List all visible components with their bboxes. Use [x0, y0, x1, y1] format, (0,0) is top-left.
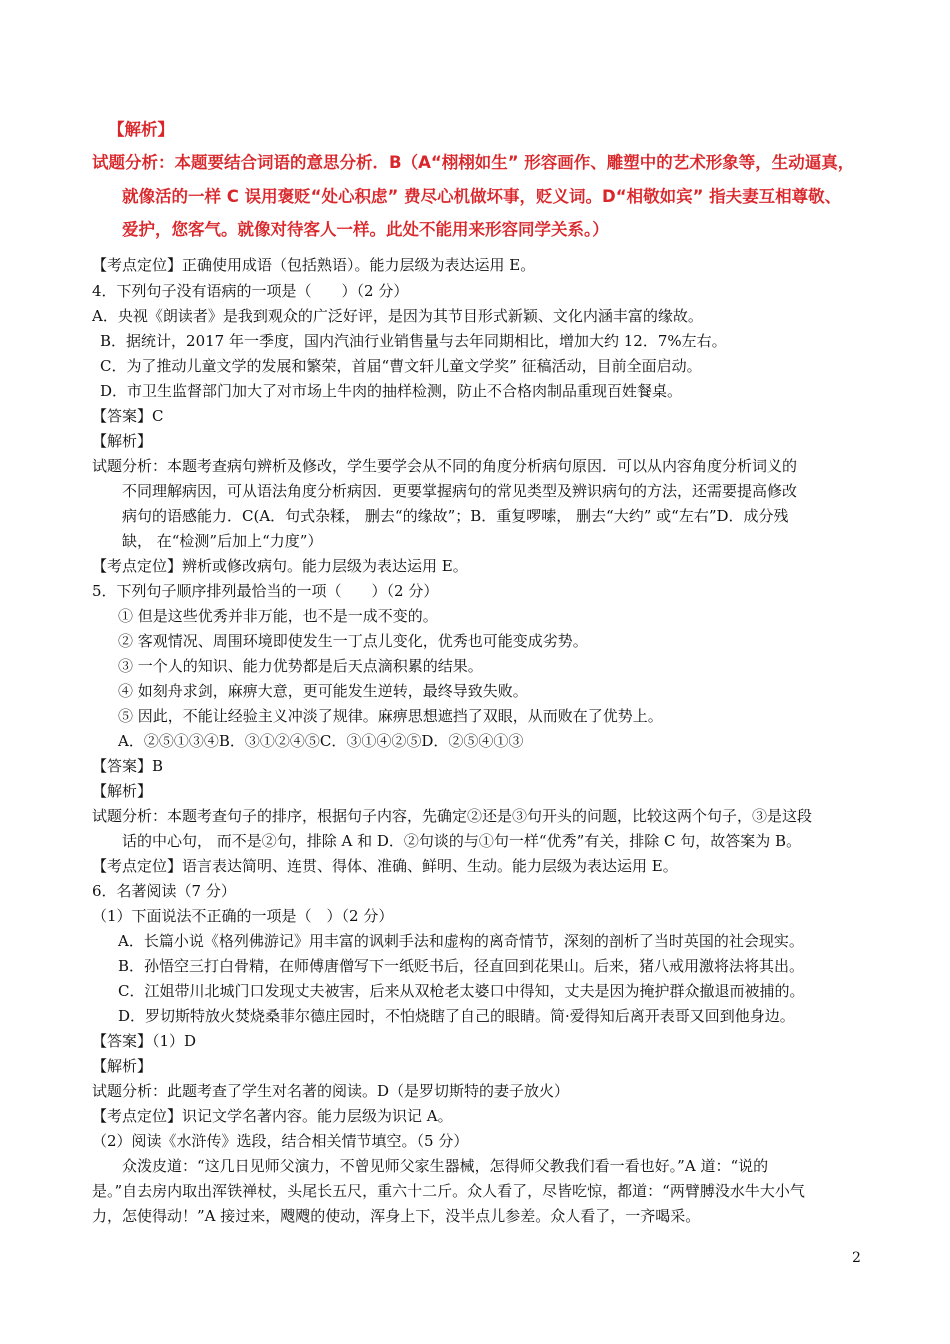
text-line: C．江姐带川北城门口发现丈夫被害，后来从双枪老太婆口中得知，丈夫是因为掩护群众撤退而被捕的。 [118, 982, 805, 1000]
analysis-highlight-line: 【解析】 [108, 120, 174, 139]
text-line: D．罗切斯特放火焚烧桑菲尔德庄园时，不怕烧瞎了自己的眼睛。简·爱得知后离开表哥又回到他身边。 [118, 1007, 795, 1025]
text-line: 【考点定位】正确使用成语（包括熟语）。能力层级为表达运用 E。 [92, 256, 536, 274]
analysis-highlight-line: 就像活的一样 C 误用褒贬“处心积虑” 费尽心机做坏事，贬义词。D“相敬如宾” 指夫妻互相尊敬、 [122, 187, 842, 206]
text-line: D．市卫生监督部门加大了对市场上牛肉的抽样检测，防止不合格肉制品重现百姓餐桌。 [100, 382, 683, 400]
analysis-highlight-line: 爱护，您客气。就像对待客人一样。此处不能用来形容同学关系。） [122, 220, 609, 239]
text-line: 【答案】B [92, 757, 164, 775]
text-line: 【解析】 [92, 432, 153, 450]
text-line: ④ 如刻舟求剑，麻痹大意，更可能发生逆转，最终导致失败。 [118, 682, 528, 700]
text-line: （2）阅读《水浒传》选段，结合相关情节填空。（5 分） [92, 1132, 469, 1150]
text-line: 缺， 在“检测”后加上“力度”） [122, 532, 323, 550]
text-line: 病句的语感能力．C(A．句式杂糅， 删去“的缘故”；B．重复啰嗦， 删去“大约” 或“左右”D．成分残 [122, 507, 789, 525]
text-line: ① 但是这些优秀并非万能，也不是一成不变的。 [118, 607, 438, 625]
text-line: ③ 一个人的知识、能力优势都是后天点滴积累的结果。 [118, 657, 483, 675]
text-line: （1）下面说法不正确的一项是（ ）（2 分） [92, 907, 394, 925]
text-line: 众泼皮道：“这几日见师父演力，不曾见师父家生器械，怎得师父教我们看一看也好。”A 道：“说的 [122, 1157, 769, 1175]
text-line: 4．下列句子没有语病的一项是（ ）（2 分） [92, 282, 409, 300]
text-line: 不同理解病因，可从语法角度分析病因．更要掌握病句的常见类型及辨识病句的方法，还需要提高修改 [122, 482, 798, 500]
text-line: B．孙悟空三打白骨精，在师傅唐僧写下一纸贬书后，径直回到花果山。后来，猪八戒用激将法将其出。 [118, 957, 805, 975]
text-line: A．央视《朗读者》是我到观众的广泛好评，是因为其节目形式新颖、文化内涵丰富的缘故。 [92, 307, 703, 325]
text-line: 试题分析：本题考查病句辨析及修改，学生要学会从不同的角度分析病句原因．可以从内容角度分析词义的 [92, 457, 798, 475]
text-line: 【考点定位】识记文学名著内容。能力层级为识记 A。 [92, 1107, 453, 1125]
text-line: C．为了推动儿童文学的发展和繁荣，首届“曹文轩儿童文学奖” 征稿活动，目前全面启动。 [100, 357, 702, 375]
text-line: 【答案】（1）D [92, 1032, 197, 1050]
text-line: 【解析】 [92, 782, 153, 800]
text-line: 【解析】 [92, 1057, 153, 1075]
text-line: 试题分析：本题考查句子的排序，根据句子内容，先确定②还是③句开头的问题，比较这两个句子，③是这段 [92, 807, 813, 825]
page-number: 2 [852, 1250, 861, 1266]
text-line: 5．下列句子顺序排列最恰当的一项（ ）（2 分） [92, 582, 439, 600]
text-line: 是。”自去房内取出浑铁禅杖，头尾长五尺，重六十二斤。众人看了，尽皆吃惊，都道：“两臂膊没水牛大小气 [92, 1182, 805, 1200]
text-line: ⑤ 因此，不能让经验主义冲淡了规律。麻痹思想遮挡了双眼，从而败在了优势上。 [118, 707, 663, 725]
text-line: 【考点定位】辨析或修改病句。能力层级为表达运用 E。 [92, 557, 468, 575]
text-line: A．长篇小说《格列佛游记》用丰富的讽刺手法和虚构的离奇情节，深刻的剖析了当时英国的社会现实。 [118, 932, 804, 950]
text-line: ② 客观情况、周围环境即使发生一丁点儿变化，优秀也可能变成劣势。 [118, 632, 588, 650]
text-line: 【考点定位】语言表达简明、连贯、得体、准确、鲜明、生动。能力层级为表达运用 E。 [92, 857, 678, 875]
text-line: 力，怎使得动！”A 接过来，飕飕的使动，浑身上下，没半点儿参差。众人看了，一齐喝采。 [92, 1207, 701, 1225]
text-line: A．②⑤①③④B．③①②④⑤C．③①④②⑤D．②⑤④①③ [118, 732, 524, 750]
text-line: 话的中心句， 而不是②句，排除 A 和 D．②句谈的与①句一样“优秀”有关，排除 C 句，故答案为 B。 [122, 832, 802, 850]
text-line: 【答案】C [92, 407, 164, 425]
analysis-highlight-line: 试题分析：本题要结合词语的意思分析．B（A“栩栩如生” 形容画作、雕塑中的艺术形象等，生动逼真， [92, 153, 855, 172]
text-line: B．据统计，2017 年一季度，国内汽油行业销售量与去年同期相比，增加大约 12．7%左右。 [100, 332, 727, 350]
text-line: 6．名著阅读（7 分） [92, 882, 236, 900]
text-line: 试题分析：此题考查了学生对名著的阅读。D（是罗切斯特的妻子放火） [92, 1082, 570, 1100]
